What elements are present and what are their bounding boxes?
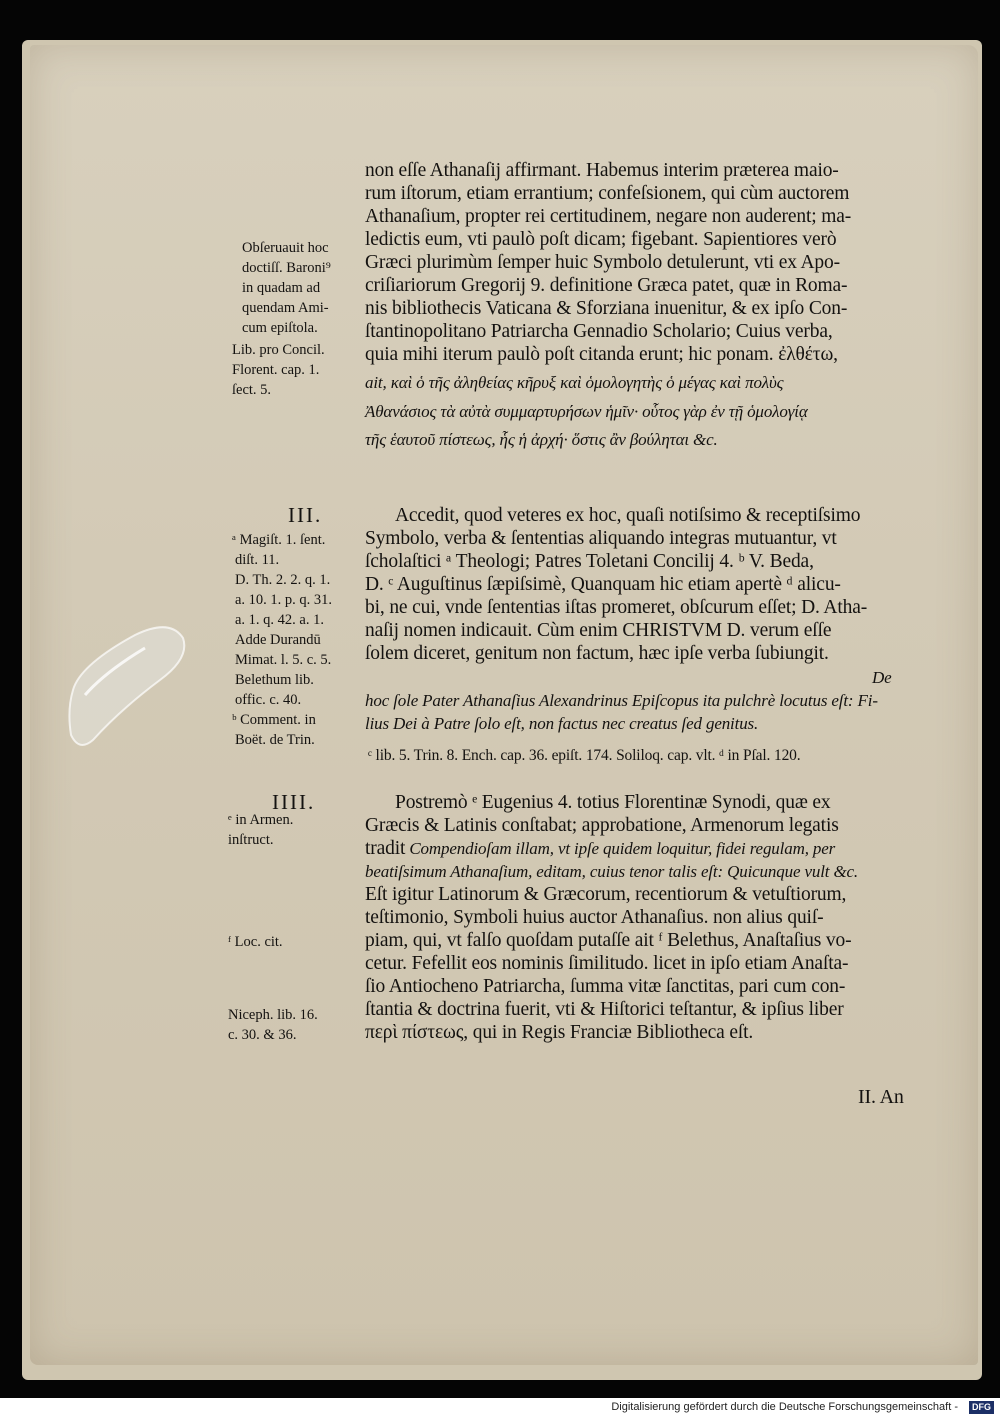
body-line: D. ᶜ Auguſtinus ſæpiſsimè, Quanquam hic etiam apertè ᵈ alicu- bbox=[365, 574, 841, 595]
body-line: ſtantia & doctrina fuerit, vti & Hiſtorici teſtantur, & ipſius liber bbox=[365, 999, 844, 1020]
italic-quote-line bbox=[365, 861, 858, 883]
body-line: Athanaſium, propter rei certitudinem, negare non auderent; ma- bbox=[365, 206, 852, 227]
italic-phrase: De bbox=[872, 668, 892, 687]
margin-note: c. 30. & 36. bbox=[228, 1027, 297, 1043]
body-line: Græci plurimùm ſemper huic Symbolo detulerunt, vti ex Apo- bbox=[365, 252, 840, 273]
margin-note: offic. c. 40. bbox=[235, 692, 302, 708]
body-line: teſtimonio, Symboli huius auctor Athanaſius. non alius quiſ- bbox=[365, 907, 824, 928]
margin-note: diſt. 11. bbox=[235, 552, 280, 568]
italic-quote-line bbox=[365, 713, 758, 735]
margin-note: doctiſſ. Baroni⁹ bbox=[242, 260, 331, 276]
margin-note: Florent. cap. 1. bbox=[232, 362, 320, 378]
body-line: cetur. Fefellit eos nominis ſimilitudo. licet in ipſo etiam Anaſta- bbox=[365, 953, 849, 974]
greek-line: τῆς ἑαυτοῦ πίστεως, ἧς ἡ ἀρχή· ὅστις ἂν βούληται &c. bbox=[365, 430, 718, 449]
margin-note: ſect. 5. bbox=[232, 382, 272, 398]
body-line: Accedit, quod veteres ex hoc, quaſi notiſsimo & receptiſsimo bbox=[395, 505, 861, 526]
body-line: ſolem diceret, genitum non factum, hæc ipſe verba ſubiungit. bbox=[365, 643, 829, 664]
body-line: Eſt igitur Latinorum & Græcorum, recentiorum & vetuſtiorum, bbox=[365, 884, 847, 905]
body-line: Postremò ᵉ Eugenius 4. totius Florentinæ Synodi, quæ ex bbox=[395, 792, 831, 813]
greek-line: ait, καὶ ὁ τῆς ἀληθείας κῆρυξ καὶ ὁμολογητὴς ὁ μέγας καὶ πολὺς bbox=[365, 373, 784, 392]
italic-phrase: Compendioſam illam, vt ipſe quidem loquitur, fidei regulam, per bbox=[405, 839, 836, 858]
margin-note: ᵇ Comment. in bbox=[232, 712, 316, 728]
margin-note: Lib. pro Concil. bbox=[232, 342, 325, 358]
body-line: rum iſtorum, etiam errantium; confeſsionem, qui cùm auctorem bbox=[365, 183, 850, 204]
margin-note: D. Th. 2. 2. q. 1. bbox=[235, 572, 331, 588]
body-line: Symbolo, verba & ſententias aliquando integras mutuantur, vt bbox=[365, 528, 837, 549]
body-line-mixed bbox=[365, 838, 835, 860]
footer-text: Digitalisierung gefördert durch die Deutsche Forschungsgemeinschaft - bbox=[611, 1401, 958, 1413]
section-number: III. bbox=[288, 503, 323, 527]
body-line: Græcis & Latinis conſtabat; approbatione, Armenorum legatis bbox=[365, 815, 839, 836]
body-line: ledictis eum, vti paulò poſt dicam; figebant. Sapientiores verò bbox=[365, 229, 837, 250]
italic-phrase: lius Dei à Patre ſolo eſt, non factus nec creatus ſed genitus. bbox=[365, 714, 759, 733]
body-line: quia mihi iterum paulò poſt citanda erunt; hic ponam. ἐλθέτω, bbox=[365, 344, 838, 365]
margin-note: Mimat. l. 5. c. 5. bbox=[235, 652, 332, 668]
margin-note: Belethum lib. bbox=[235, 672, 314, 688]
margin-note: Boët. de Trin. bbox=[235, 732, 315, 748]
footnote-line: ᶜ lib. 5. Trin. 8. Ench. cap. 36. epiſt. 174. Soliloq. cap. vlt. ᵈ in Pſal. 120. bbox=[368, 747, 801, 764]
margin-note: ᵉ in Armen. bbox=[228, 812, 294, 828]
body-line: criſiariorum Gregorij 9. definitione Græca patet, quæ in Roma- bbox=[365, 275, 848, 296]
body-line: non eſſe Athanaſij affirmant. Habemus interim præterea maio- bbox=[365, 160, 839, 181]
margin-note: Obſeruauit hoc bbox=[242, 240, 329, 256]
margin-note: cum epiſtola. bbox=[242, 320, 318, 336]
margin-note: quendam Ami- bbox=[242, 300, 329, 316]
margin-note: in quadam ad bbox=[242, 280, 321, 296]
margin-note: ᶠ Loc. cit. bbox=[228, 934, 283, 950]
catchword: II. An bbox=[858, 1086, 904, 1108]
italic-phrase: beatiſsimum Athanaſium, editam, cuius tenor talis eſt: Quicunque vult &c. bbox=[365, 862, 859, 881]
greek-line: Ἀθανάσιος τὰ αὐτὰ συμμαρτυρήσων ἡμῖν· οὗτος γὰρ ἐν τῇ ὁμολογίᾳ bbox=[365, 402, 808, 421]
body-line: ſio Antiocheno Patriarcha, ſumma vitæ ſanctitas, pari cum con- bbox=[365, 976, 846, 997]
digitization-footer bbox=[0, 1398, 1000, 1417]
body-line: naſij nomen indicauit. Cùm enim CHRISTVM D. verum eſſe bbox=[365, 620, 832, 641]
italic-quote-line bbox=[365, 690, 878, 712]
italic-phrase: hoc ſole Pater Athanaſius Alexandrinus Epiſcopus ita pulchrè locutus eſt: Fi- bbox=[365, 691, 878, 710]
margin-note: a. 10. 1. p. q. 31. bbox=[235, 592, 333, 608]
body-line: nis bibliothecis Vaticana & Sforziana inuenitur, & ex ipſo Con- bbox=[365, 298, 848, 319]
margin-note: Niceph. lib. 16. bbox=[228, 1007, 318, 1023]
margin-note: Adde Durandū bbox=[235, 632, 321, 648]
body-line: ſcholaſtici ᵃ Theologi; Patres Toletani Concilij 4. ᵇ V. Beda, bbox=[365, 551, 814, 572]
body-line: περὶ πίστεως, qui in Regis Franciæ Bibliotheca eſt. bbox=[365, 1022, 754, 1043]
dfg-logo: DFG bbox=[969, 1401, 994, 1414]
body-line: ſtantinopolitano Patriarcha Gennadio Scholario; Cuius verba, bbox=[365, 321, 833, 342]
section-number: IIII. bbox=[272, 790, 316, 814]
margin-note: a. 1. q. 42. a. 1. bbox=[235, 612, 324, 628]
body-text: tradit bbox=[365, 838, 406, 859]
margin-note: ᵃ Magiſt. 1. ſent. bbox=[232, 532, 326, 548]
body-line: bi, ne cui, vnde ſententias iſtas promeret, obſcurum eſſet; D. Atha- bbox=[365, 597, 868, 618]
body-line: piam, qui, vt falſo quoſdam putaſſe ait ᶠ Belethus, Anaſtaſius vo- bbox=[365, 930, 852, 951]
margin-note: inſtruct. bbox=[228, 832, 274, 848]
italic-quote-start bbox=[872, 667, 892, 689]
